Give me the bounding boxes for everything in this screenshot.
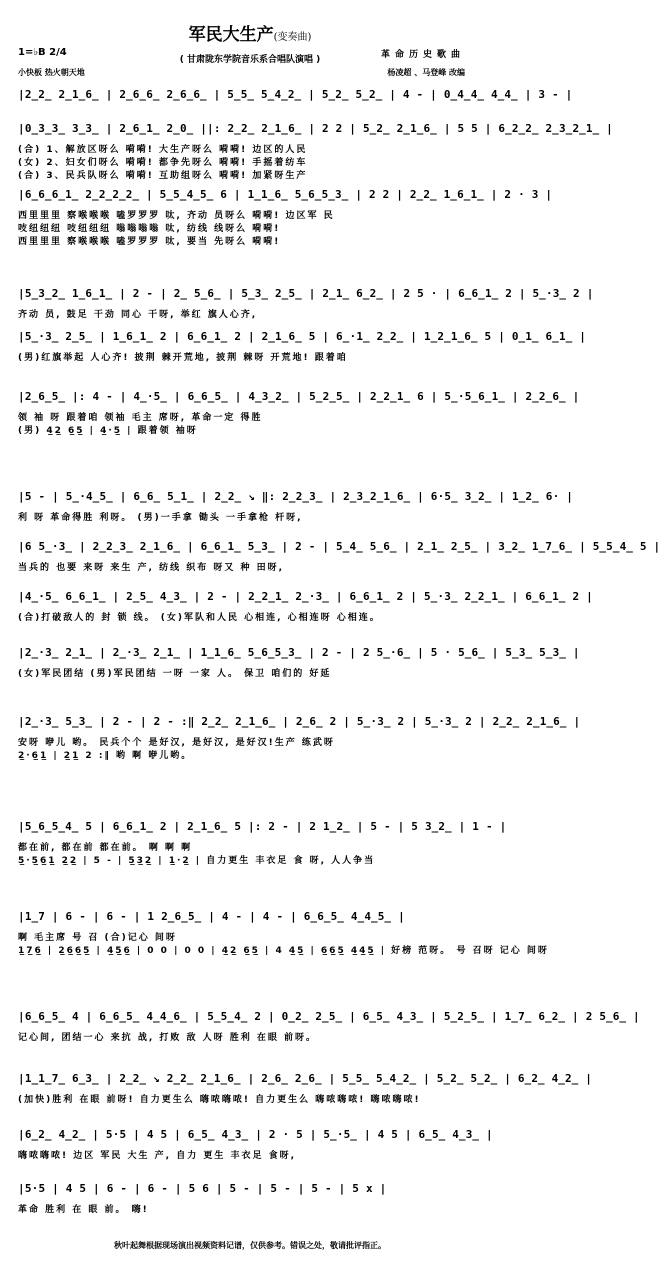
lyric-line: 吱纽纽纽 吱纽纽纽 嗡嗡嗡嗡 呔, 纺线 线呀么 嗬嗬! [18,224,281,234]
notation-line: |6 5̲·3̲ | 2̲2̲3̲ 2̲1̲6̲ | 6̲6̲1̲ 5̲3̲ | 2 - | 5̲4̲ 5̲6̲ | 2̲1̲ 2̲5̲ | 3̲2̲ 1̲7̲6̲ | 5̲5̲4̲ 5 | [18,540,660,553]
lyric-line: 齐动 员, 鼓足 干劲 同心 干呀, 举红 旗人心齐, [18,310,258,320]
notation-line: |5 - | 5̲·4̲5̲ | 6̲6̲ 5̲1̲ | 2̲2̲ ↘ ‖: 2̲2̲3̲ | 2̲3̲2̲1̲6̲ | 6·5̲ 3̲2̲ | 1̲2̲ 6· | [18,490,574,503]
lyric-line: 安呀 咿儿 哟。 民兵个个 是好汉, 是好汉, 是好汉!生产 练武呀 [18,738,335,748]
key-signature: 1=♭B 2/4 [18,47,67,58]
notation-line: |2̲2̲ 2̲1̲6̲ | 2̲6̲6̲ 2̲6̲6̲ | 5̲5̲ 5̲4̲2̲ | 5̲2̲ 5̲2̲ | 4 - | 0̲4̲4̲ 4̲4̲ | 3 - | [18,88,573,101]
lyric-line: (加快)胜利 在眼 前呀! 自力更生么 嗨哝嗨哝! 自力更生么 嗨哝嗨哝! 嗨哝嗨哝! [18,1095,421,1105]
lyric-line: (合)打破敌人的 封 锁 线。 (女)军队和人民 心相连, 心相连呀 心相连。 [18,613,381,623]
performer-subtitle: ( 甘肃陇东学院音乐系合唱队演唱 ) [179,55,321,65]
genre-label: 革命历史歌曲 [380,50,465,60]
lyric-line: 嗨哝嗨哝! 边区 军民 大生 产, 自力 更生 丰衣足 食呀, [18,1151,297,1161]
footer-note: 秋叶起舞根据现场演出视频资料记谱，仅供参考。错误之处，敬请批评指正。 [114,1241,386,1250]
tempo-marking: 小快板 热火朝天地 [18,68,85,77]
lyric-line: 革命 胜利 在 眼 前。 嗨! [18,1205,149,1215]
variant-text: (变奏曲) [273,32,312,43]
notation-line: |6̲6̲5̲ 4 | 6̲6̲5̲ 4̲4̲6̲ | 5̲5̲4̲ 2 | 0̲2̲ 2̲5̲ | 6̲5̲ 4̲3̲ | 5̲2̲5̲ | 1̲7̲ 6̲2̲ | 2 5̲6̲ | [18,1010,640,1023]
notation-line: |5̲6̲5̲4̲ 5 | 6̲6̲1̲ 2 | 2̲1̲6̲ 5 |: 2 - | 2 1̲2̲ | 5 - | 5 3̲2̲ | 1 - | [18,820,507,833]
lyric-line: 啊 毛主席 号 召 (合)记心 间呀 [18,933,177,943]
notation-line: |0̲3̲3̲ 3̲3̲ | 2̲6̲1̲ 2̲0̲ ||: 2̲2̲ 2̲1̲6̲ | 2 2 | 5̲2̲ 2̲1̲6̲ | 5 5 | 6̲2̲2̲ 2̲3̲2̲1̲ | [18,122,613,135]
lyric-line: 领 袖 呀 跟着咱 领袖 毛主 席呀, 革命一定 得胜 [18,413,263,423]
lyric-line: (女)军民团结 (男)军民团结 一呀 一家 人。 保卫 咱们的 好延 [18,669,332,679]
lyric-line: 5̲·5̲6̲1̲ 2̲2̲ | 5 - | 5̲3̲2̲ | 1̲·2̲ | 自力更生 丰衣足 食 呀, 人人争当 [18,856,376,866]
notation-line: |5·5 | 4 5 | 6 - | 6 - | 5 6 | 5 - | 5 - | 5 - | 5 x | [18,1182,387,1195]
lyric-line: 都在前, 都在前 都在前。 啊 啊 啊 [18,843,193,853]
notation-line: |5̲·3̲ 2̲5̲ | 1̲6̲1̲ 2 | 6̲6̲1̲ 2 | 2̲1̲6̲ 5 | 6̲·1̲ 2̲2̲ | 1̲2̲1̲6̲ 5 | 0̲1̲ 6̲1̲ | [18,330,587,343]
lyric-line: 西里里里 察喉喉喉 嗑罗罗罗 呔, 齐动 员呀么 嗬嗬! 边区军 民 [18,211,335,221]
notation-line: |2̲·3̲ 5̲3̲ | 2 - | 2 - :‖ 2̲2̲ 2̲1̲6̲ | 2̲6̲ 2 | 5̲·3̲ 2 | 5̲·3̲ 2 | 2̲2̲ 2̲1̲6̲ | [18,715,581,728]
notation-line: |6̲2̲ 4̲2̲ | 5·5 | 4 5 | 6̲5̲ 4̲3̲ | 2 · 5 | 5̲·5̲ | 4 5 | 6̲5̲ 4̲3̲ | [18,1128,493,1141]
title-text: 军民大生产 [188,25,274,45]
notation-line: |2̲6̲5̲ |: 4 - | 4̲·5̲ | 6̲6̲5̲ | 4̲3̲2̲ | 5̲2̲5̲ | 2̲2̲1̲ 6 | 5̲·5̲6̲1̲ | 2̲2̲6̲ | [18,390,580,403]
lyric-line: (合) 1、解放区呀么 嗬嗬! 大生产呀么 嗬嗬! 边区的人民 [18,145,308,155]
lyric-line: 利 呀 革命得胜 利呀。 (男)一手拿 锄头 一手拿枪 杆呀, [18,513,303,523]
lyric-line: 2̲·6̲1̲ | 2̲1̲ 2 :‖ 哟 啊 咿儿哟。 [18,751,193,761]
song-title [0,20,500,45]
lyric-line: 当兵的 也要 来呀 来生 产, 纺线 织布 呀又 种 田呀, [18,563,285,573]
notation-line: |2̲·3̲ 2̲1̲ | 2̲·3̲ 2̲1̲ | 1̲1̲6̲ 5̲6̲5̲3̲ | 2 - | 2 5̲·6̲ | 5 · 5̲6̲ | 5̲3̲ 5̲3̲ | [18,646,580,659]
lyric-line: 1̲7̲6̲ | 2̲6̲6̲5̲ | 4̲5̲6̲ | 0 0 | 0 0 | 4̲2̲ 6̲5̲ | 4 4̲5̲ | 6̲6̲5̲ 4̲4̲5̲ | 好榜 范呀。 号 召呀 记心 间呀 [18,946,549,956]
lyric-line: (男) 4̲2̲ 6̲5̲ | 4̲·5̲ | 跟着领 袖呀 [18,426,198,436]
notation-line: |1̲1̲7̲ 6̲3̲ | 2̲2̲ ↘ 2̲2̲ 2̲1̲6̲ | 2̲6̲ 2̲6̲ | 5̲5̲ 5̲4̲2̲ | 5̲2̲ 5̲2̲ | 6̲2̲ 4̲2̲ | [18,1072,593,1085]
lyric-line: 西里里里 察喉喉喉 嗑罗罗罗 呔, 要当 先呀么 嗬嗬! [18,237,281,247]
lyric-line: (合) 3、民兵队呀么 嗬嗬! 互助组呀么 嗬嗬! 加紧呀生产 [18,171,308,181]
arranger-credit: 杨凌超 、马登峰 改编 [387,68,465,77]
notation-line: |4̲·5̲ 6̲6̲1̲ | 2̲5̲ 4̲3̲ | 2 - | 2̲2̲1̲ 2̲·3̲ | 6̲6̲1̲ 2 | 5̲·3̲ 2̲2̲1̲ | 6̲6̲1̲ 2 | [18,590,593,603]
lyric-line: (女) 2、妇女们呀么 嗬嗬! 都争先呀么 嗬嗬! 手摇着纺车 [18,158,308,168]
lyric-line: 记心间, 团结一心 来抗 战, 打败 敌 人呀 胜利 在眼 前呀。 [18,1033,318,1043]
notation-line: |5̲3̲2̲ 1̲6̲1̲ | 2 - | 2̲ 5̲6̲ | 5̲3̲ 2̲5̲ | 2̲1̲ 6̲2̲ | 2 5 · | 6̲6̲1̲ 2 | 5̲·3̲ 2 | [18,287,594,300]
notation-line: |1̲7 | 6 - | 6 - | 1 2̲6̲5̲ | 4 - | 4 - | 6̲6̲5̲ 4̲4̲5̲ | [18,910,405,923]
notation-line: |6̲6̲6̲1̲ 2̲2̲2̲2̲ | 5̲5̲4̲5̲ 6 | 1̲1̲6̲ 5̲6̲5̲3̲ | 2 2 | 2̲2̲ 1̲6̲1̲ | 2 · 3 | [18,188,553,201]
lyric-line: (男)红旗举起 人心齐! 披荆 棘开荒地, 披荆 棘呀 开荒地! 跟着咱 [18,353,348,363]
